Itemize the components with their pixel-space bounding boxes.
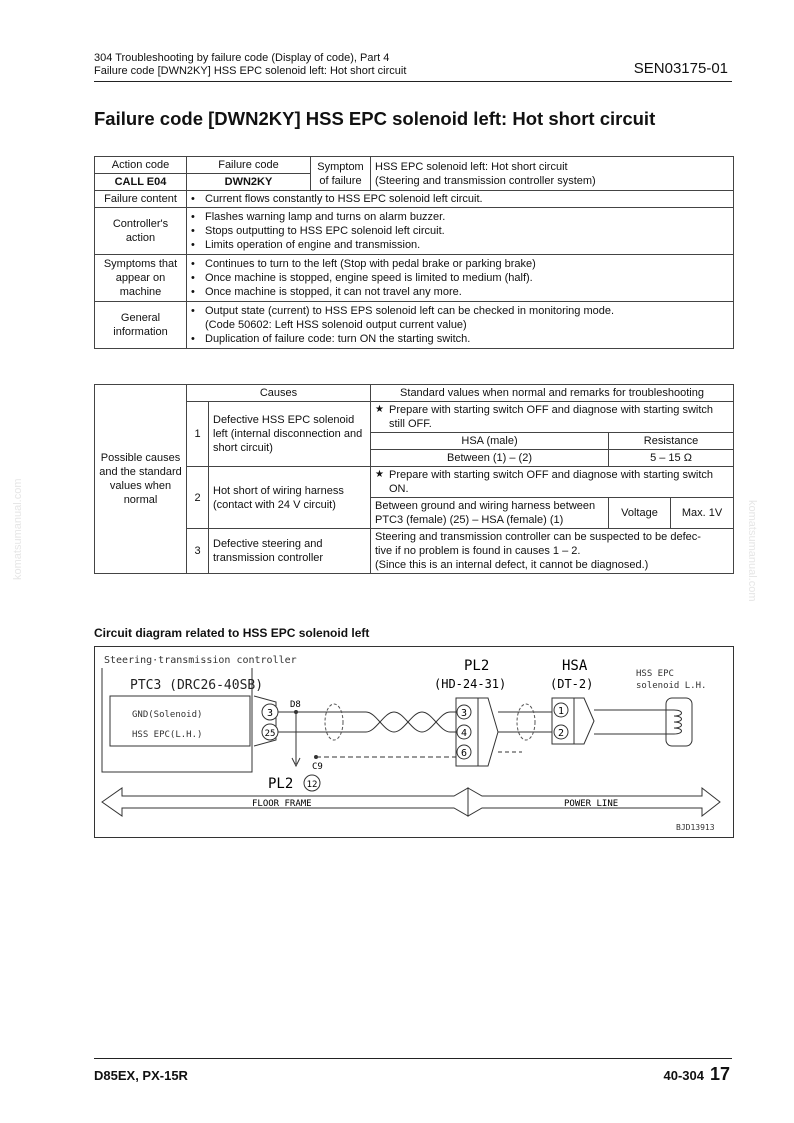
general-info-item [191,304,729,332]
symptom-value-line-2: (Steering and transmission controller system) [375,174,596,187]
pl2-type: (HD-24-31) [434,677,507,691]
cause-1-connector-header: HSA (male) [371,433,609,450]
pl2-ground-label: PL2 [268,776,294,792]
cause-2-prepare [371,467,734,498]
solenoid-coil-icon [674,710,682,734]
running-header [94,52,406,78]
cause-2-number: 2 [187,467,209,529]
header-line-1: 304 Troubleshooting by failure code (Display of code), Part 4 [94,52,390,64]
header-line-2: Failure code [DWN2KY] HSS EPC solenoid left: Hot short circuit [94,65,407,77]
cause-2-text: Hot short of wiring harness (contact with 24 V circuit) [209,467,371,529]
failure-content-value [187,191,734,208]
footer-page [663,1064,730,1085]
failure-content-item: • Current flows constantly to HSS EPC solenoid left circuit. [191,192,729,206]
cause-1-prepare-text: ★ Prepare with starting switch OFF and diagnose with starting switch still OFF. [375,403,729,431]
controller-action-item: • Flashes warning lamp and turns on alarm buzzer. [191,210,729,224]
wire-c9-label: C9 [312,762,323,772]
figure-code: BJD13913 [676,823,715,832]
cause-3-number: 3 [187,529,209,574]
ptc3-pin-3-label: 3 [266,708,274,719]
wire-d8-label: D8 [290,700,301,710]
watermark-left: komatsumanual.com [12,478,24,580]
cause-2-voltage-value: Max. 1V [671,498,734,529]
pl2-connector-right [478,698,498,766]
watermark-right: komatsumanual.com [746,500,758,602]
controller-action-value [187,208,734,255]
footer-page-number: 17 [709,1064,730,1084]
general-info-label: General information [95,302,187,349]
pl2-pin-6-label: 6 [460,748,468,759]
symptom-item: • Once machine is stopped, it can not travel any more. [191,285,729,299]
shield-left [325,704,343,740]
floor-frame-label: FLOOR FRAME [252,799,312,809]
hsa-pin-2-label: 2 [557,728,565,739]
action-code-value: CALL E04 [95,174,187,191]
symptom-item: • Continues to turn to the left (Stop with pedal brake or parking brake) [191,257,729,271]
failure-code-label: Failure code [187,157,311,174]
footer-rule [94,1058,732,1059]
pin-gnd-label: GND(Solenoid) [132,710,203,720]
power-line-label: POWER LINE [564,799,619,809]
failure-code-value: DWN2KY [187,174,311,191]
footer-model: D85EX, PX-15R [94,1068,188,1083]
cause-1-text: Defective HSS EPC solenoid left (internal disconnection and short circuit) [209,402,371,467]
failure-info-table [94,156,734,349]
symptom-value-line-1: HSS EPC solenoid left: Hot short circuit [375,160,568,173]
ptc3-connector-label: PTC3 (DRC26-40SB) [130,678,264,693]
cause-3-remark-line: tive if no problem is found in causes 1 – 2. [375,545,581,557]
cause-3-remark-line: Steering and transmission controller can be suspected to be defec- [375,531,701,543]
footer-page-ref: 40-304 [663,1068,704,1083]
twisted-pair-b [366,712,450,732]
general-info-item: • Duplication of failure code: turn ON the starting switch. [191,332,729,346]
pl2-pin-4-label: 4 [460,728,468,739]
cause-1-resistance-value: 5 – 15 Ω [609,450,734,467]
shield-right [517,704,535,740]
possible-causes-label: Possible causes and the standard values when normal [95,385,187,574]
general-info-line: (Code 50602: Left HSS solenoid output current value) [205,319,467,331]
symptom-label-line-2: of failure [319,174,362,187]
cause-2-measure-point: Between ground and wiring harness between PTC3 (female) (25) – HSA (female) (1) [371,498,609,529]
cause-1-number: 1 [187,402,209,467]
cause-3-remark-line: (Since this is an internal defect, it cannot be diagnosed.) [375,559,649,571]
symptoms-value [187,255,734,302]
hsa-connector-right [574,698,594,744]
cause-2-prepare-text: ★ Prepare with starting switch OFF and diagnose with starting switch ON. [375,468,729,496]
action-code-label: Action code [95,157,187,174]
controller-action-label: Controller's action [95,208,187,255]
symptom-item: • Once machine is stopped, engine speed is limited to medium (half). [191,271,729,285]
page-title: Failure code [DWN2KY] HSS EPC solenoid left: Hot short circuit [94,108,656,129]
solenoid-label-1: HSS EPC [636,669,674,679]
ptc3-pin-25-label: 25 [264,729,276,739]
pl2-label: PL2 [464,658,490,674]
hsa-pin-1-label: 1 [557,706,565,717]
hsa-label: HSA [562,658,588,674]
symptom-label [311,157,371,191]
general-info-line: • Output state (current) to HSS EPS solenoid left can be checked in monitoring mode. [205,305,615,317]
symptoms-label: Symptoms that appear on machine [95,255,187,302]
doc-code: SEN03175-01 [633,60,728,77]
controller-action-item: • Limits operation of engine and transmission. [191,238,729,252]
pl2-ground-pin-label: 12 [306,780,318,790]
cause-3-remark [371,529,734,574]
hsa-type: (DT-2) [550,677,594,691]
controller-action-item: • Stops outputting to HSS EPC solenoid left circuit. [191,224,729,238]
circuit-diagram [94,646,734,838]
pin-hss-label: HSS EPC(L.H.) [132,730,203,740]
cause-1-measure-point: Between (1) – (2) [371,450,609,467]
failure-content-label: Failure content [95,191,187,208]
controller-label: Steering·transmission controller [104,655,297,666]
solenoid-label-2: solenoid L.H. [636,681,707,691]
general-info-value [187,302,734,349]
circuit-diagram-title: Circuit diagram related to HSS EPC solenoid left [94,626,370,640]
causes-table [94,384,734,574]
symptom-label-line-1: Symptom [317,160,364,173]
cause-3-text: Defective steering and transmission controller [209,529,371,574]
symptom-value [371,157,734,191]
pl2-pin-3-label: 3 [460,708,468,719]
causes-header: Causes [187,385,371,402]
header-rule [94,81,732,82]
standard-values-header: Standard values when normal and remarks for troubleshooting [371,385,734,402]
cause-1-prepare [371,402,734,433]
cause-2-voltage-label: Voltage [609,498,671,529]
cause-1-resistance-header: Resistance [609,433,734,450]
solenoid-body [666,698,692,746]
